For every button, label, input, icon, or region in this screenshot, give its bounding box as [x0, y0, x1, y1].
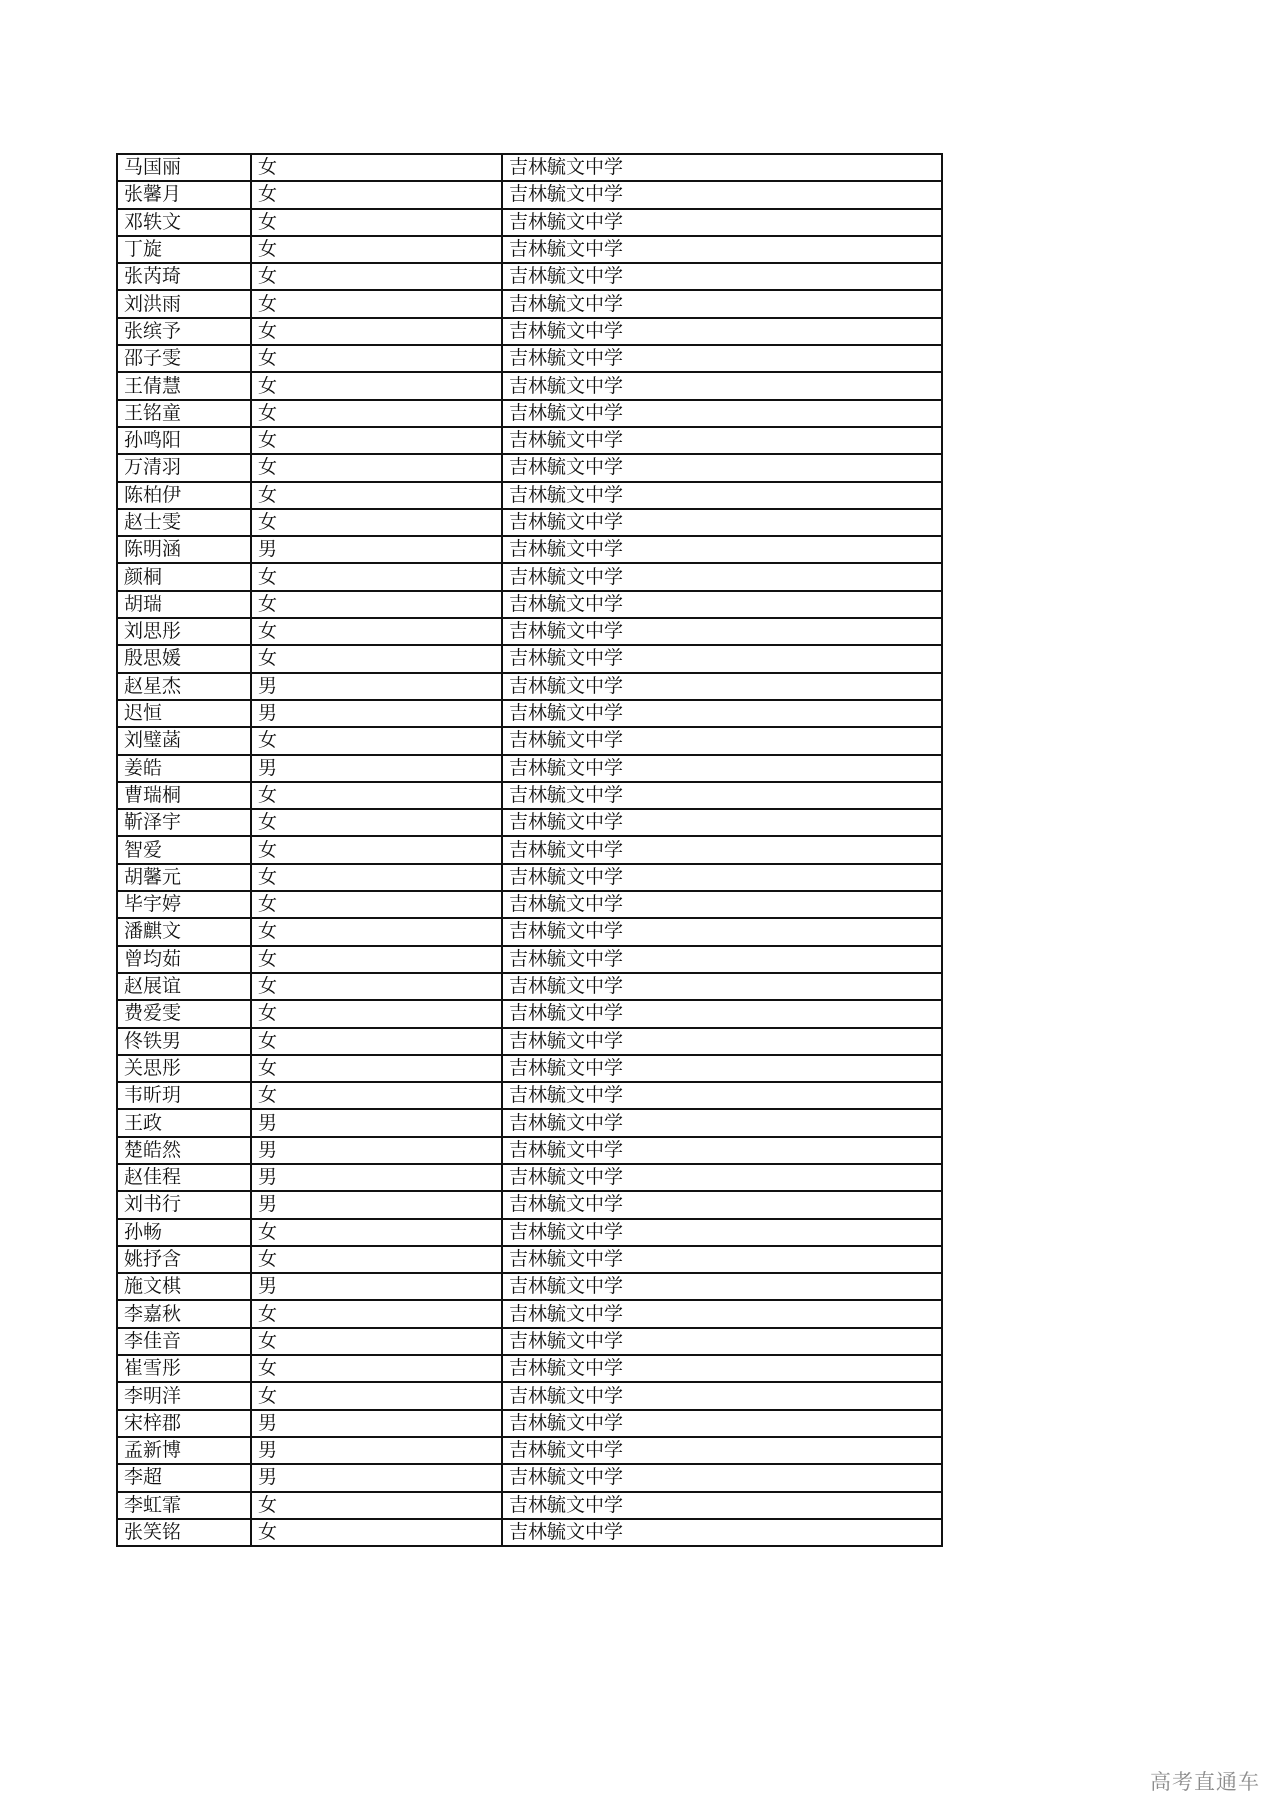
name-cell: 赵佳程	[117, 1164, 251, 1191]
school-cell: 吉林毓文中学	[502, 345, 942, 372]
school-cell: 吉林毓文中学	[502, 263, 942, 290]
name-cell: 姜皓	[117, 755, 251, 782]
name-cell: 孟新博	[117, 1437, 251, 1464]
table-row	[117, 1328, 942, 1355]
table-row	[117, 755, 942, 782]
table-row	[117, 1246, 942, 1273]
school-cell: 吉林毓文中学	[502, 836, 942, 863]
gender-cell: 女	[251, 973, 502, 1000]
gender-cell: 女	[251, 290, 502, 317]
school-cell: 吉林毓文中学	[502, 891, 942, 918]
name-cell: 姚抒含	[117, 1246, 251, 1273]
gender-cell: 女	[251, 236, 502, 263]
gender-cell: 女	[251, 891, 502, 918]
name-cell: 李超	[117, 1464, 251, 1491]
gender-cell: 女	[251, 427, 502, 454]
name-cell: 王倩慧	[117, 372, 251, 399]
gender-cell: 女	[251, 1246, 502, 1273]
gender-cell: 女	[251, 372, 502, 399]
name-cell: 关思彤	[117, 1055, 251, 1082]
name-cell: 张笑铭	[117, 1519, 251, 1546]
gender-cell: 男	[251, 1109, 502, 1136]
school-cell: 吉林毓文中学	[502, 454, 942, 481]
gender-cell: 女	[251, 1328, 502, 1355]
table-row	[117, 400, 942, 427]
table-row	[117, 1355, 942, 1382]
name-cell: 刘思彤	[117, 618, 251, 645]
school-cell: 吉林毓文中学	[502, 864, 942, 891]
school-cell: 吉林毓文中学	[502, 563, 942, 590]
school-cell: 吉林毓文中学	[502, 918, 942, 945]
student-roster-table	[116, 153, 943, 1547]
table-row	[117, 809, 942, 836]
gender-cell: 女	[251, 454, 502, 481]
name-cell: 李嘉秋	[117, 1300, 251, 1327]
table-row	[117, 1000, 942, 1027]
name-cell: 费爱雯	[117, 1000, 251, 1027]
name-cell: 张芮琦	[117, 263, 251, 290]
school-cell: 吉林毓文中学	[502, 1028, 942, 1055]
school-cell: 吉林毓文中学	[502, 1000, 942, 1027]
gender-cell: 女	[251, 1082, 502, 1109]
name-cell: 邓轶文	[117, 209, 251, 236]
school-cell: 吉林毓文中学	[502, 1492, 942, 1519]
name-cell: 陈柏伊	[117, 482, 251, 509]
name-cell: 曹瑞桐	[117, 782, 251, 809]
school-cell: 吉林毓文中学	[502, 946, 942, 973]
name-cell: 智爱	[117, 836, 251, 863]
name-cell: 张馨月	[117, 181, 251, 208]
name-cell: 孙畅	[117, 1219, 251, 1246]
table-row	[117, 427, 942, 454]
gender-cell: 男	[251, 673, 502, 700]
gender-cell: 女	[251, 946, 502, 973]
name-cell: 赵士雯	[117, 509, 251, 536]
table-row	[117, 372, 942, 399]
name-cell: 崔雪彤	[117, 1355, 251, 1382]
name-cell: 王铭童	[117, 400, 251, 427]
gender-cell: 男	[251, 700, 502, 727]
name-cell: 韦昕玥	[117, 1082, 251, 1109]
name-cell: 胡馨元	[117, 864, 251, 891]
table-row	[117, 1519, 942, 1546]
table-row	[117, 1273, 942, 1300]
gender-cell: 女	[251, 181, 502, 208]
gender-cell: 女	[251, 345, 502, 372]
school-cell: 吉林毓文中学	[502, 782, 942, 809]
table-row	[117, 1382, 942, 1409]
school-cell: 吉林毓文中学	[502, 1410, 942, 1437]
school-cell: 吉林毓文中学	[502, 809, 942, 836]
gender-cell: 女	[251, 154, 502, 181]
table-row	[117, 1464, 942, 1491]
school-cell: 吉林毓文中学	[502, 1382, 942, 1409]
name-cell: 王政	[117, 1109, 251, 1136]
name-cell: 殷思媛	[117, 645, 251, 672]
gender-cell: 女	[251, 809, 502, 836]
table-row	[117, 618, 942, 645]
school-cell: 吉林毓文中学	[502, 318, 942, 345]
school-cell: 吉林毓文中学	[502, 1191, 942, 1218]
name-cell: 施文棋	[117, 1273, 251, 1300]
school-cell: 吉林毓文中学	[502, 1355, 942, 1382]
name-cell: 佟铁男	[117, 1028, 251, 1055]
table-row	[117, 318, 942, 345]
table-row	[117, 345, 942, 372]
school-cell: 吉林毓文中学	[502, 618, 942, 645]
name-cell: 赵星杰	[117, 673, 251, 700]
table-row	[117, 563, 942, 590]
gender-cell: 女	[251, 1492, 502, 1519]
table-row	[117, 536, 942, 563]
school-cell: 吉林毓文中学	[502, 1437, 942, 1464]
gender-cell: 男	[251, 1191, 502, 1218]
table-row	[117, 1055, 942, 1082]
gender-cell: 女	[251, 918, 502, 945]
gender-cell: 男	[251, 1273, 502, 1300]
name-cell: 曾均茹	[117, 946, 251, 973]
gender-cell: 女	[251, 1055, 502, 1082]
gender-cell: 女	[251, 1519, 502, 1546]
table-row	[117, 1028, 942, 1055]
name-cell: 李虹霏	[117, 1492, 251, 1519]
gender-cell: 女	[251, 727, 502, 754]
school-cell: 吉林毓文中学	[502, 727, 942, 754]
school-cell: 吉林毓文中学	[502, 1519, 942, 1546]
gender-cell: 女	[251, 591, 502, 618]
name-cell: 胡瑞	[117, 591, 251, 618]
school-cell: 吉林毓文中学	[502, 236, 942, 263]
gender-cell: 男	[251, 1410, 502, 1437]
name-cell: 靳泽宇	[117, 809, 251, 836]
school-cell: 吉林毓文中学	[502, 181, 942, 208]
table-row	[117, 181, 942, 208]
gender-cell: 男	[251, 1464, 502, 1491]
school-cell: 吉林毓文中学	[502, 1219, 942, 1246]
gender-cell: 男	[251, 755, 502, 782]
gender-cell: 女	[251, 864, 502, 891]
table-row	[117, 918, 942, 945]
gender-cell: 女	[251, 509, 502, 536]
school-cell: 吉林毓文中学	[502, 673, 942, 700]
school-cell: 吉林毓文中学	[502, 1137, 942, 1164]
table-row	[117, 836, 942, 863]
name-cell: 迟恒	[117, 700, 251, 727]
table-row	[117, 864, 942, 891]
table-row	[117, 946, 942, 973]
table-row	[117, 973, 942, 1000]
school-cell: 吉林毓文中学	[502, 1082, 942, 1109]
table-row	[117, 1137, 942, 1164]
table-row	[117, 591, 942, 618]
table-row	[117, 509, 942, 536]
table-row	[117, 1082, 942, 1109]
table-row	[117, 891, 942, 918]
table-row	[117, 1300, 942, 1327]
table-row	[117, 1492, 942, 1519]
name-cell: 宋梓郡	[117, 1410, 251, 1437]
school-cell: 吉林毓文中学	[502, 1464, 942, 1491]
school-cell: 吉林毓文中学	[502, 1246, 942, 1273]
school-cell: 吉林毓文中学	[502, 1328, 942, 1355]
table-row	[117, 1109, 942, 1136]
table-row	[117, 290, 942, 317]
gender-cell: 男	[251, 1437, 502, 1464]
table-row	[117, 645, 942, 672]
school-cell: 吉林毓文中学	[502, 509, 942, 536]
name-cell: 颜桐	[117, 563, 251, 590]
name-cell: 李佳音	[117, 1328, 251, 1355]
name-cell: 刘璧菡	[117, 727, 251, 754]
name-cell: 毕宇婷	[117, 891, 251, 918]
gender-cell: 女	[251, 1028, 502, 1055]
school-cell: 吉林毓文中学	[502, 1273, 942, 1300]
table-row	[117, 454, 942, 481]
table-row	[117, 1191, 942, 1218]
gender-cell: 女	[251, 263, 502, 290]
school-cell: 吉林毓文中学	[502, 645, 942, 672]
school-cell: 吉林毓文中学	[502, 1109, 942, 1136]
gender-cell: 女	[251, 1355, 502, 1382]
gender-cell: 女	[251, 1219, 502, 1246]
gender-cell: 女	[251, 209, 502, 236]
table-row	[117, 236, 942, 263]
name-cell: 陈明涵	[117, 536, 251, 563]
school-cell: 吉林毓文中学	[502, 290, 942, 317]
table-row	[117, 727, 942, 754]
gender-cell: 男	[251, 536, 502, 563]
name-cell: 万清羽	[117, 454, 251, 481]
school-cell: 吉林毓文中学	[502, 400, 942, 427]
table-row	[117, 482, 942, 509]
school-cell: 吉林毓文中学	[502, 1055, 942, 1082]
gender-cell: 女	[251, 563, 502, 590]
gender-cell: 女	[251, 1000, 502, 1027]
school-cell: 吉林毓文中学	[502, 209, 942, 236]
school-cell: 吉林毓文中学	[502, 755, 942, 782]
school-cell: 吉林毓文中学	[502, 1300, 942, 1327]
gender-cell: 女	[251, 645, 502, 672]
gender-cell: 女	[251, 618, 502, 645]
gender-cell: 女	[251, 1382, 502, 1409]
gender-cell: 女	[251, 782, 502, 809]
table-row	[117, 700, 942, 727]
gender-cell: 女	[251, 400, 502, 427]
table-row	[117, 263, 942, 290]
name-cell: 刘书行	[117, 1191, 251, 1218]
table-row	[117, 782, 942, 809]
name-cell: 李明洋	[117, 1382, 251, 1409]
name-cell: 孙鸣阳	[117, 427, 251, 454]
table-row	[117, 673, 942, 700]
gender-cell: 女	[251, 318, 502, 345]
school-cell: 吉林毓文中学	[502, 536, 942, 563]
name-cell: 马国丽	[117, 154, 251, 181]
name-cell: 刘洪雨	[117, 290, 251, 317]
gender-cell: 男	[251, 1164, 502, 1191]
roster-body	[117, 154, 942, 1546]
table-row	[117, 1219, 942, 1246]
school-cell: 吉林毓文中学	[502, 1164, 942, 1191]
gender-cell: 女	[251, 482, 502, 509]
gender-cell: 男	[251, 1137, 502, 1164]
name-cell: 赵展谊	[117, 973, 251, 1000]
table-row	[117, 1410, 942, 1437]
school-cell: 吉林毓文中学	[502, 591, 942, 618]
gender-cell: 女	[251, 1300, 502, 1327]
gender-cell: 女	[251, 836, 502, 863]
school-cell: 吉林毓文中学	[502, 700, 942, 727]
table-row	[117, 1164, 942, 1191]
table-row	[117, 209, 942, 236]
school-cell: 吉林毓文中学	[502, 372, 942, 399]
school-cell: 吉林毓文中学	[502, 973, 942, 1000]
name-cell: 丁旋	[117, 236, 251, 263]
school-cell: 吉林毓文中学	[502, 154, 942, 181]
name-cell: 楚皓然	[117, 1137, 251, 1164]
school-cell: 吉林毓文中学	[502, 427, 942, 454]
watermark: 高考直通车	[1150, 1770, 1260, 1794]
table-row	[117, 1437, 942, 1464]
school-cell: 吉林毓文中学	[502, 482, 942, 509]
name-cell: 邵子雯	[117, 345, 251, 372]
table-row	[117, 154, 942, 181]
name-cell: 潘麒文	[117, 918, 251, 945]
name-cell: 张缤予	[117, 318, 251, 345]
